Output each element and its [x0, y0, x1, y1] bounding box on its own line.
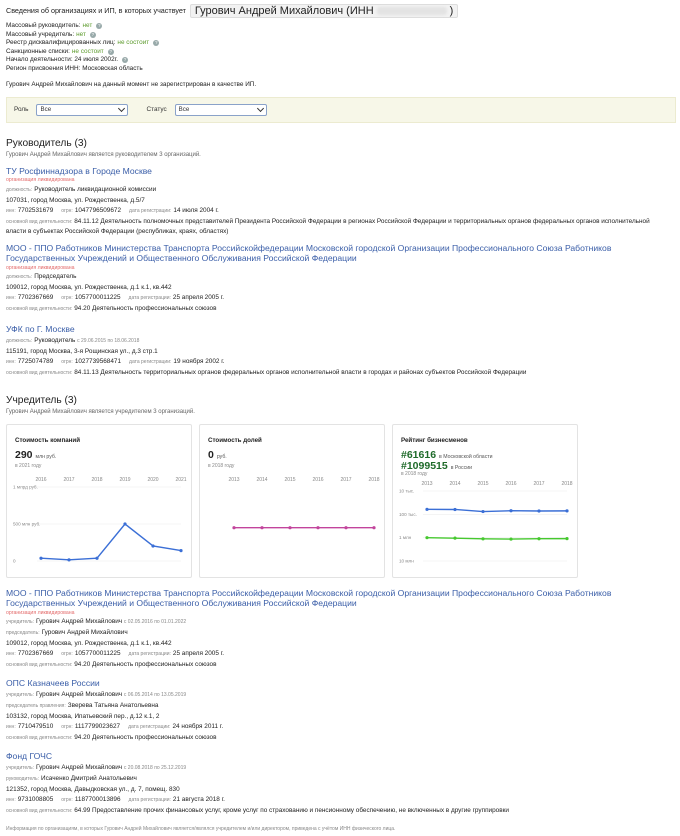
- data-point: [372, 526, 375, 529]
- help-icon[interactable]: ?: [123, 57, 127, 63]
- data-point: [95, 557, 98, 560]
- data-point: [453, 537, 456, 540]
- rating-plot: [397, 477, 573, 573]
- data-point: [67, 558, 70, 561]
- x-tick-label: 2016: [35, 477, 47, 483]
- info-row: Массовый учредитель: нет ?: [6, 30, 95, 38]
- info-row: Регион присвоения ИНН: Московская область: [6, 64, 143, 72]
- data-point: [565, 509, 568, 512]
- chevron-down-icon: [257, 105, 264, 112]
- company-value-chart: Стоимость компаний 290 млн руб. в 2021 году 2016 2017 2018 2019 2020 2021 1 млрд руб. 500 млн руб. 0: [6, 424, 192, 578]
- data-point: [179, 549, 182, 552]
- data-point: [260, 526, 263, 529]
- data-point: [537, 509, 540, 512]
- person-name: Гурович Андрей Михайлович (ИНН ): [190, 4, 458, 18]
- chart-title: Стоимость долей: [208, 437, 262, 444]
- x-tick-label: 2014: [449, 481, 461, 487]
- org-link[interactable]: ОПС Казначеев России: [6, 678, 100, 688]
- x-tick-label: 2013: [228, 477, 240, 483]
- chart-value: 0: [208, 449, 214, 462]
- role-select[interactable]: Все: [36, 104, 128, 116]
- series-line: [427, 509, 567, 511]
- inn-redacted: [377, 7, 447, 15]
- data-point: [481, 537, 484, 540]
- page-header: [6, 4, 674, 18]
- share-value-chart: Стоимость долей 0 руб. в 2018 году 2013 2014 2015 2016 2017 2018: [199, 424, 385, 578]
- status-select[interactable]: Все: [175, 104, 267, 116]
- liquidated-badge: организация ликвидирована: [6, 609, 75, 616]
- founders-subtitle: Гурович Андрей Михайлович является учредителем 3 организаций.: [6, 409, 195, 416]
- org-card: УФК по Г. Москве должность: Руководитель с 29.06.2015 по 18.06.2018 115191, город Москва, 3-я Рощинская ул., д.3 стр.1 инн: 7725074789 огрн: 1027739568471 дата регистрации: 19 ноября 2002 г. основной вид деятельности: 84.11.13 Деятельность территориальных органов федеральных органов исполнительной власти в городах и районах субъектов Российской Федерации: [6, 324, 671, 378]
- org-card: Фонд ГОЧС учредитель: Гурович Андрей Михайлович с 20.08.2018 по 25.12.2019 руководитель: Исаченко Дмитрий Анатольевич 121352, город Москва, Давыдковская ул., д. 7, помещ. 830 инн: 9731008805 огрн: 1187700013896 дата регистрации: 21 августа 2018 г. основной вид деятельности: 64.99 Предоставление прочих финансовых услуг, кроме услуг по страхованию и пенсионному обеспечению, не включенных в другие группировки: [6, 751, 671, 816]
- org-link[interactable]: МОО - ППО Работников Министерства Транспорта Российскойфедерации Московской городской Организации Профессионального Союза Работников Государственных Учреждений и Общественного Обслуживания Российской Федерации: [6, 588, 612, 609]
- data-point: [288, 526, 291, 529]
- share-value-plot: [204, 473, 380, 573]
- y-tick-label: 10 тыс.: [399, 488, 415, 494]
- y-tick-label: 1 млн: [399, 535, 412, 541]
- org-link[interactable]: МОО - ППО Работников Министерства Транспорта Российскойфедерации Московской городской Организации Профессионального Союза Работников Государственных Учреждений и Общественного Обслуживания Российской Федерации: [6, 243, 612, 264]
- data-point: [39, 557, 42, 560]
- managers-section-header: [6, 137, 201, 160]
- org-link[interactable]: УФК по Г. Москве: [6, 324, 75, 334]
- help-icon[interactable]: ?: [154, 40, 158, 46]
- info-row: Санкционные списки: не состоит ?: [6, 47, 112, 55]
- liquidated-badge: организация ликвидирована: [6, 177, 75, 184]
- org-card: МОО - ППО Работников Министерства Транспорта Российскойфедерации Московской городской Организации Профессионального Союза Работников Государственных Учреждений и Общественного Обслуживания Российской Федерации организация ликвидирована должность: Председатель 109012, город Москва, ул. Рождественка, д.1 к.1, кв.442 инн: 7702367669 огрн: 1057700011225 дата регистрации: 25 апреля 2005 г. основной вид деятельности: 94.20 Деятельность профессиональных союзов: [6, 243, 671, 314]
- ip-note: Гурович Андрей Михайлович на данный момент не зарегистрирован в качестве ИП.: [6, 81, 257, 88]
- data-point: [481, 510, 484, 513]
- person-info: [6, 22, 674, 73]
- x-tick-label: 2018: [368, 477, 380, 483]
- data-point: [509, 537, 512, 540]
- y-tick-label: 10 млн: [399, 558, 414, 564]
- data-point: [344, 526, 347, 529]
- x-tick-label: 2016: [312, 477, 324, 483]
- x-tick-label: 2021: [175, 477, 187, 483]
- y-tick-label: 1 млрд руб.: [13, 484, 38, 490]
- founders-title: Учредитель (3): [6, 395, 77, 406]
- role-filter-label: Роль: [14, 105, 29, 113]
- info-row: Начало деятельности: 24 июля 2002г. ?: [6, 56, 127, 64]
- x-tick-label: 2018: [91, 477, 103, 483]
- page-header-prefix: Сведения об организациях и ИП, в которых участвует: [6, 6, 186, 16]
- x-tick-label: 2015: [477, 481, 489, 487]
- chart-title: Стоимость компаний: [15, 437, 81, 444]
- footer-note: Информация по организациям, в которых Гурович Андрей Михайлович является/являлся учредителем и/или директором, приведена с учётом ИНН физического лица.: [6, 826, 396, 832]
- x-tick-label: 2015: [284, 477, 296, 483]
- managers-subtitle: Гурович Андрей Михайлович является руководителем 3 организаций.: [6, 152, 201, 159]
- liquidated-badge: организация ликвидирована: [6, 264, 75, 271]
- series-line: [41, 524, 181, 560]
- x-tick-label: 2019: [119, 477, 131, 483]
- help-icon[interactable]: ?: [91, 31, 95, 37]
- org-card: ТУ Росфиннадзора в Городе Москве организация ликвидирована должность: Руководитель ликвидационной комиссии 107031, город Москва, ул. Рождественка, д.5/7 инн: 7702531679 огрн: 1047796509672 дата регистрации: 14 июля 2004 г. основной вид деятельности: 84.11.12 Деятельность полномочных представителей Президента Российской Федерации в регионах Российской Федерации и территориальных органов федеральных органов исполнительной власти в субъектах Российской Федерации (республиках, краях, областях): [6, 166, 671, 236]
- chart-value: 290: [15, 449, 33, 462]
- help-icon[interactable]: ?: [98, 23, 101, 29]
- data-point: [425, 508, 428, 511]
- info-row: Массовый руководитель: нет ?: [6, 22, 101, 30]
- x-tick-label: 2017: [533, 481, 545, 487]
- x-tick-label: 2017: [340, 477, 352, 483]
- data-point: [509, 509, 512, 512]
- data-point: [425, 536, 428, 539]
- org-link[interactable]: ТУ Росфиннадзора в Городе Москве: [6, 166, 152, 176]
- x-tick-label: 2014: [256, 477, 268, 483]
- x-tick-label: 2013: [421, 481, 433, 487]
- data-point: [565, 537, 568, 540]
- y-tick-label: 500 млн руб.: [13, 521, 41, 527]
- x-tick-label: 2020: [147, 477, 159, 483]
- rank-country: #1099515: [401, 460, 448, 473]
- company-value-plot: [11, 473, 187, 573]
- org-card: МОО - ППО Работников Министерства Транспорта Российскойфедерации Московской городской Организации Профессионального Союза Работников Государственных Учреждений и Общественного Обслуживания Российской Федерации организация ликвидирована учредитель: Гурович Андрей Михайлович с 02.05.2016 по 01.01.2022 председатель: Гурович Андрей Михайлович 109012, город Москва, ул. Рождественка, д.1 к.1, кв.442 инн: 7702367669 огрн: 1057700011225 дата регистрации: 25 апреля 2005 г. основной вид деятельности: 94.20 Деятельность профессиональных союзов: [6, 588, 671, 670]
- x-tick-label: 2016: [505, 481, 517, 487]
- charts-row: [6, 424, 578, 578]
- chevron-down-icon: [118, 105, 125, 112]
- businessman-rating-chart: Рейтинг бизнесменов #61616 в Московской области #1099515 в России в 2018 году 2013 2014 2015 2016 2017 2018 10 тыс. 100 тыс. 1 млн 10 млн: [392, 424, 578, 578]
- data-point: [232, 526, 235, 529]
- x-tick-label: 2018: [561, 481, 573, 487]
- filter-bar: [6, 97, 676, 123]
- org-link[interactable]: Фонд ГОЧС: [6, 751, 53, 761]
- y-tick-label: 100 тыс.: [399, 511, 417, 517]
- status-filter-label: Статус: [146, 105, 167, 113]
- data-point: [316, 526, 319, 529]
- help-icon[interactable]: ?: [109, 48, 112, 54]
- x-tick-label: 2017: [63, 477, 75, 483]
- info-row: Реестр дисквалифицированных лиц: не состоит ?: [6, 39, 158, 47]
- org-card: ОПС Казначеев России учредитель: Гурович Андрей Михайлович с 06.05.2014 по 13.05.2019 председатель правления: Зверева Татьяна Анатольевна 103132, город Москва, Ипатьевский пер., д.12 к.1, 2 инн: 7710479510 огрн: 1117799023627 дата регистрации: 24 ноября 2011 г. основной вид деятельности: 94.20 Деятельность профессиональных союзов: [6, 678, 671, 743]
- data-point: [151, 544, 154, 547]
- chart-title: Рейтинг бизнесменов: [401, 437, 468, 444]
- data-point: [453, 508, 456, 511]
- rank-region: #61616: [401, 449, 437, 462]
- managers-title: Руководитель (3): [6, 138, 87, 149]
- data-point: [123, 522, 126, 525]
- y-tick-label: 0: [13, 558, 16, 564]
- founders-section-header: [6, 394, 195, 417]
- data-point: [537, 537, 540, 540]
